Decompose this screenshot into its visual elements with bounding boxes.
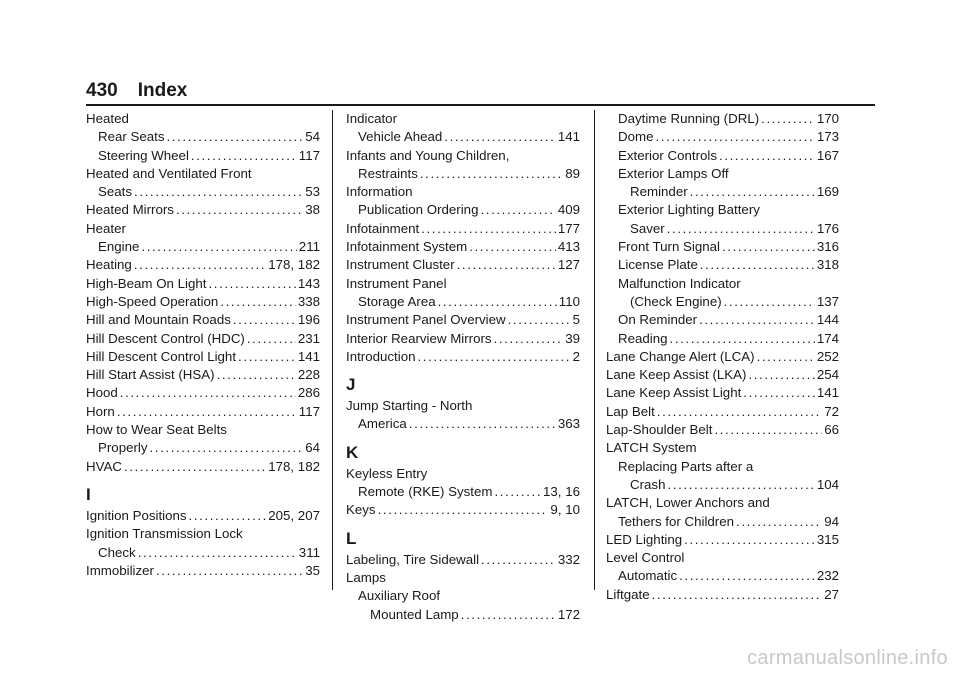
entry-pages: 2 <box>572 348 580 364</box>
index-entry <box>606 275 839 293</box>
entry-pages: 117 <box>298 403 320 419</box>
index-entry <box>606 439 839 457</box>
dot-leader <box>409 415 556 433</box>
entry-term: Check <box>98 544 136 560</box>
entry-pages: 137 <box>816 293 839 309</box>
entry-pages: 409 <box>557 202 580 218</box>
dot-leader <box>247 330 296 348</box>
index-entry <box>346 110 580 128</box>
entry-term: Jump Starting - North <box>346 398 473 414</box>
index-entry <box>346 551 580 569</box>
entry-pages: 169 <box>816 184 839 200</box>
entry-pages: 53 <box>305 184 320 200</box>
dot-leader <box>117 403 297 421</box>
entry-term: Keyless Entry <box>346 465 428 481</box>
entry-pages: 89 <box>565 165 580 181</box>
index-entry <box>606 458 839 476</box>
dot-leader <box>457 256 556 274</box>
entry-pages: 143 <box>297 275 320 291</box>
entry-term: Hill Descent Control (HDC) <box>86 330 245 346</box>
entry-term: Daytime Running (DRL) <box>618 111 760 126</box>
entry-term: Publication Ordering <box>358 202 479 218</box>
entry-pages: 176 <box>816 220 839 236</box>
entry-pages: 311 <box>298 544 320 560</box>
index-entry <box>346 128 580 146</box>
entry-term: Auxiliary Roof <box>358 588 441 604</box>
entry-pages: 211 <box>298 239 320 255</box>
section-letter: I <box>86 484 91 504</box>
dot-leader <box>684 531 815 549</box>
entry-term: (Check Engine) <box>630 293 722 309</box>
entry-pages: 38 <box>305 202 320 218</box>
entry-pages: 110 <box>558 293 580 309</box>
entry-term: Exterior Lamps Off <box>618 165 729 181</box>
entry-term: How to Wear Seat Belts <box>86 422 227 438</box>
entry-term: Infants and Young Children, <box>346 147 510 163</box>
index-entry <box>606 330 839 348</box>
entry-term: Infotainment System <box>346 239 468 255</box>
index-entry <box>606 549 839 567</box>
dot-leader <box>722 238 815 256</box>
dot-leader <box>417 348 570 366</box>
entry-term: Interior Rearview Mirrors <box>346 330 492 346</box>
entry-term: Engine <box>98 239 140 255</box>
entry-pages: 127 <box>557 257 580 273</box>
index-entry <box>346 465 580 483</box>
dot-leader <box>420 165 563 183</box>
index-entry <box>86 562 320 580</box>
entry-term: Steering Wheel <box>98 147 189 163</box>
index-entry <box>86 507 320 525</box>
index-entry <box>606 128 839 146</box>
section-letter: K <box>346 442 359 462</box>
index-entry <box>606 220 839 238</box>
entry-term: High-Beam On Light <box>86 275 207 291</box>
entry-term: Lane Keep Assist (LKA) <box>606 367 747 383</box>
entry-term: Immobilizer <box>86 562 154 578</box>
index-entry <box>346 293 580 311</box>
entry-pages: 72 <box>824 403 839 419</box>
dot-leader <box>167 128 304 146</box>
index-entry <box>606 366 839 384</box>
dot-leader <box>480 201 555 219</box>
index-entry <box>606 513 839 531</box>
column-divider <box>594 110 595 590</box>
entry-pages: 231 <box>297 330 320 346</box>
dot-leader <box>714 421 822 439</box>
index-entry <box>606 110 839 128</box>
entry-term: Labeling, Tire Sidewall <box>346 551 480 567</box>
dot-leader <box>748 366 814 384</box>
entry-term: On Reminder <box>618 312 698 328</box>
entry-term: Exterior Controls <box>618 147 718 163</box>
entry-pages: 27 <box>824 586 839 602</box>
entry-pages: 141 <box>816 385 839 401</box>
entry-term: Heater <box>86 220 126 236</box>
dot-leader <box>150 439 304 457</box>
entry-term: License Plate <box>618 257 698 273</box>
entry-pages: 54 <box>305 129 320 145</box>
index-entry <box>606 476 839 494</box>
index-entry <box>86 384 320 402</box>
index-column-1 <box>86 110 320 580</box>
entry-pages: 174 <box>816 330 839 346</box>
dot-leader <box>670 330 815 348</box>
entry-term: Tethers for Children <box>618 513 735 529</box>
entry-term: Saver <box>630 220 665 236</box>
index-entry <box>606 147 839 165</box>
entry-pages: 39 <box>565 330 580 346</box>
index-entry <box>346 606 580 624</box>
entry-pages: 170 <box>816 111 839 126</box>
entry-term: Remote (RKE) System <box>358 484 493 500</box>
index-entry <box>606 256 839 274</box>
index-entry <box>86 439 320 457</box>
index-entry <box>86 525 320 543</box>
entry-term: Liftgate <box>606 586 650 602</box>
entry-term: Exterior Lighting Battery <box>618 202 760 218</box>
index-entry <box>346 220 580 238</box>
dot-leader <box>657 403 822 421</box>
entry-term: Infotainment <box>346 220 420 236</box>
index-entry <box>346 330 580 348</box>
column-divider <box>332 110 333 590</box>
dot-leader <box>176 201 303 219</box>
index-entry <box>86 110 320 128</box>
dot-leader <box>655 128 814 146</box>
dot-leader <box>208 275 295 293</box>
entry-term: Reading <box>618 330 668 346</box>
dot-leader <box>700 256 815 274</box>
dot-leader <box>699 311 815 329</box>
index-entry <box>606 586 839 604</box>
entry-term: Lane Change Alert (LCA) <box>606 348 755 364</box>
index-entry <box>86 348 320 366</box>
entry-term: Storage Area <box>358 293 436 309</box>
dot-leader <box>679 567 815 585</box>
entry-pages: 172 <box>557 606 580 622</box>
entry-pages: 173 <box>816 129 839 145</box>
page-header <box>86 80 187 102</box>
dot-leader <box>761 110 815 128</box>
index-entry <box>346 147 580 165</box>
entry-pages: 117 <box>298 147 320 163</box>
index-entry <box>86 458 320 476</box>
dot-leader <box>469 238 556 256</box>
index-entry <box>86 256 320 274</box>
index-column-2 <box>346 110 580 624</box>
entry-term: Lap Belt <box>606 403 655 419</box>
index-entry <box>346 275 580 293</box>
entry-term: Mounted Lamp <box>370 606 459 622</box>
index-entry <box>606 567 839 585</box>
dot-leader <box>743 384 815 402</box>
entry-term: Heated Mirrors <box>86 202 174 218</box>
entry-term: Lap-Shoulder Belt <box>606 422 713 438</box>
dot-leader <box>481 551 556 569</box>
entry-pages: 66 <box>824 422 839 438</box>
entry-term: Rear Seats <box>98 129 165 145</box>
dot-leader <box>233 311 296 329</box>
entry-term: Restraints <box>358 165 418 181</box>
section-letter: J <box>346 375 356 395</box>
index-entry <box>86 293 320 311</box>
dot-leader <box>438 293 557 311</box>
entry-pages: 252 <box>816 348 839 364</box>
dot-leader <box>736 513 822 531</box>
index-entry <box>86 311 320 329</box>
entry-pages: 141 <box>297 348 320 364</box>
index-entry <box>606 311 839 329</box>
index-entry <box>606 165 839 183</box>
entry-term: Indicator <box>346 111 397 126</box>
index-entry <box>606 293 839 311</box>
entry-term: Instrument Panel Overview <box>346 312 506 328</box>
index-entry <box>606 531 839 549</box>
entry-term: Properly <box>98 440 148 456</box>
index-entry <box>346 311 580 329</box>
entry-term: Keys <box>346 502 376 518</box>
entry-term: LED Lighting <box>606 531 683 547</box>
page-title: Index <box>137 80 188 101</box>
index-entry <box>346 587 580 605</box>
entry-term: Reminder <box>630 184 688 200</box>
entry-pages: 178, 182 <box>268 458 320 474</box>
index-entry <box>346 201 580 219</box>
dot-leader <box>494 330 564 348</box>
index-entry <box>86 330 320 348</box>
dot-leader <box>667 220 815 238</box>
entry-pages: 332 <box>557 551 580 567</box>
entry-pages: 315 <box>816 531 839 547</box>
dot-leader <box>134 183 303 201</box>
header-rule <box>86 104 875 106</box>
dot-leader <box>667 476 814 494</box>
entry-pages: 232 <box>816 568 839 584</box>
index-entry <box>606 201 839 219</box>
index-entry <box>606 238 839 256</box>
index-entry <box>606 403 839 421</box>
entry-pages: 254 <box>816 367 839 383</box>
dot-leader <box>461 606 556 624</box>
index-entry <box>606 494 839 512</box>
index-entry <box>86 128 320 146</box>
index-entry <box>86 544 320 562</box>
index-entry <box>346 569 580 587</box>
entry-pages: 318 <box>816 257 839 273</box>
dot-leader <box>508 311 571 329</box>
entry-pages: 363 <box>557 416 580 432</box>
index-entry <box>346 348 580 366</box>
index-entry <box>346 397 580 415</box>
dot-leader <box>719 147 815 165</box>
dot-leader <box>124 458 266 476</box>
entry-term: Hill and Mountain Roads <box>86 312 231 328</box>
entry-term: LATCH, Lower Anchors and <box>606 495 770 511</box>
dot-leader <box>690 183 815 201</box>
dot-leader <box>757 348 815 366</box>
entry-term: Lane Keep Assist Light <box>606 385 742 401</box>
dot-leader <box>141 238 296 256</box>
dot-leader <box>494 483 541 501</box>
entry-pages: 338 <box>297 293 320 309</box>
index-entry <box>86 165 320 183</box>
index-entry <box>346 483 580 501</box>
entry-term: Front Turn Signal <box>618 239 720 255</box>
dot-leader <box>724 293 815 311</box>
entry-term: Heating <box>86 257 132 273</box>
entry-term: Seats <box>98 184 133 200</box>
entry-term: Replacing Parts after a <box>618 458 754 474</box>
dot-leader <box>217 366 296 384</box>
entry-pages: 144 <box>816 312 839 328</box>
index-entry <box>346 165 580 183</box>
entry-pages: 94 <box>824 513 839 529</box>
index-entry <box>346 501 580 519</box>
index-entry <box>86 220 320 238</box>
dot-leader <box>134 256 266 274</box>
index-entry <box>86 201 320 219</box>
entry-pages: 141 <box>557 129 580 145</box>
entry-pages: 413 <box>557 239 580 255</box>
entry-term: LATCH System <box>606 440 697 456</box>
index-entry <box>606 421 839 439</box>
index-entry <box>86 147 320 165</box>
entry-term: Heated and Ventilated Front <box>86 165 252 181</box>
index-entry <box>86 275 320 293</box>
dot-leader <box>421 220 556 238</box>
entry-pages: 5 <box>572 312 580 328</box>
entry-pages: 316 <box>816 239 839 255</box>
index-entry <box>606 183 839 201</box>
entry-term: Automatic <box>618 568 678 584</box>
entry-term: Vehicle Ahead <box>358 129 443 145</box>
index-entry <box>346 415 580 433</box>
dot-leader <box>189 507 267 525</box>
dot-leader <box>444 128 556 146</box>
entry-term: Instrument Panel <box>346 275 447 291</box>
index-entry <box>606 384 839 402</box>
entry-pages: 35 <box>305 562 320 578</box>
index-entry <box>86 183 320 201</box>
entry-pages: 178, 182 <box>268 257 320 273</box>
entry-pages: 64 <box>305 440 320 456</box>
section-letter: L <box>346 528 357 548</box>
dot-leader <box>652 586 823 604</box>
entry-term: Horn <box>86 403 115 419</box>
entry-term: Crash <box>630 476 666 492</box>
entry-term: Hill Descent Control Light <box>86 348 237 364</box>
entry-pages: 9, 10 <box>550 502 580 518</box>
dot-leader <box>378 501 549 519</box>
entry-term: Information <box>346 184 413 200</box>
watermark: carmanualsonline.info <box>747 647 948 669</box>
dot-leader <box>191 147 297 165</box>
entry-pages: 104 <box>816 476 839 492</box>
index-entry <box>346 183 580 201</box>
index-entry <box>346 256 580 274</box>
entry-pages: 286 <box>297 385 320 401</box>
entry-term: America <box>358 416 407 432</box>
entry-pages: 228 <box>297 367 320 383</box>
entry-pages: 167 <box>816 147 839 163</box>
entry-term: HVAC <box>86 458 122 474</box>
entry-pages: 205, 207 <box>268 507 320 523</box>
entry-term: Hill Start Assist (HSA) <box>86 367 215 383</box>
entry-term: Level Control <box>606 550 685 566</box>
entry-term: Hood <box>86 385 118 401</box>
entry-term: Lamps <box>346 569 386 585</box>
dot-leader <box>138 544 297 562</box>
entry-pages: 177 <box>557 220 580 236</box>
dot-leader <box>120 384 296 402</box>
index-entry <box>86 238 320 256</box>
dot-leader <box>238 348 296 366</box>
page-number: 430 <box>86 80 118 101</box>
dot-leader <box>220 293 295 311</box>
entry-pages: 196 <box>297 312 320 328</box>
index-entry <box>606 348 839 366</box>
entry-term: Malfunction Indicator <box>618 275 741 291</box>
entry-term: High-Speed Operation <box>86 293 219 309</box>
index-entry <box>346 238 580 256</box>
entry-term: Heated <box>86 111 129 126</box>
entry-term: Dome <box>618 129 654 145</box>
index-entry <box>86 421 320 439</box>
index-column-3 <box>606 110 839 604</box>
entry-term: Instrument Cluster <box>346 257 455 273</box>
entry-term: Introduction <box>346 348 416 364</box>
entry-term: Ignition Positions <box>86 507 187 523</box>
entry-term: Ignition Transmission Lock <box>86 526 243 542</box>
dot-leader <box>156 562 303 580</box>
index-entry <box>86 403 320 421</box>
index-entry <box>86 366 320 384</box>
entry-pages: 13, 16 <box>543 484 580 500</box>
